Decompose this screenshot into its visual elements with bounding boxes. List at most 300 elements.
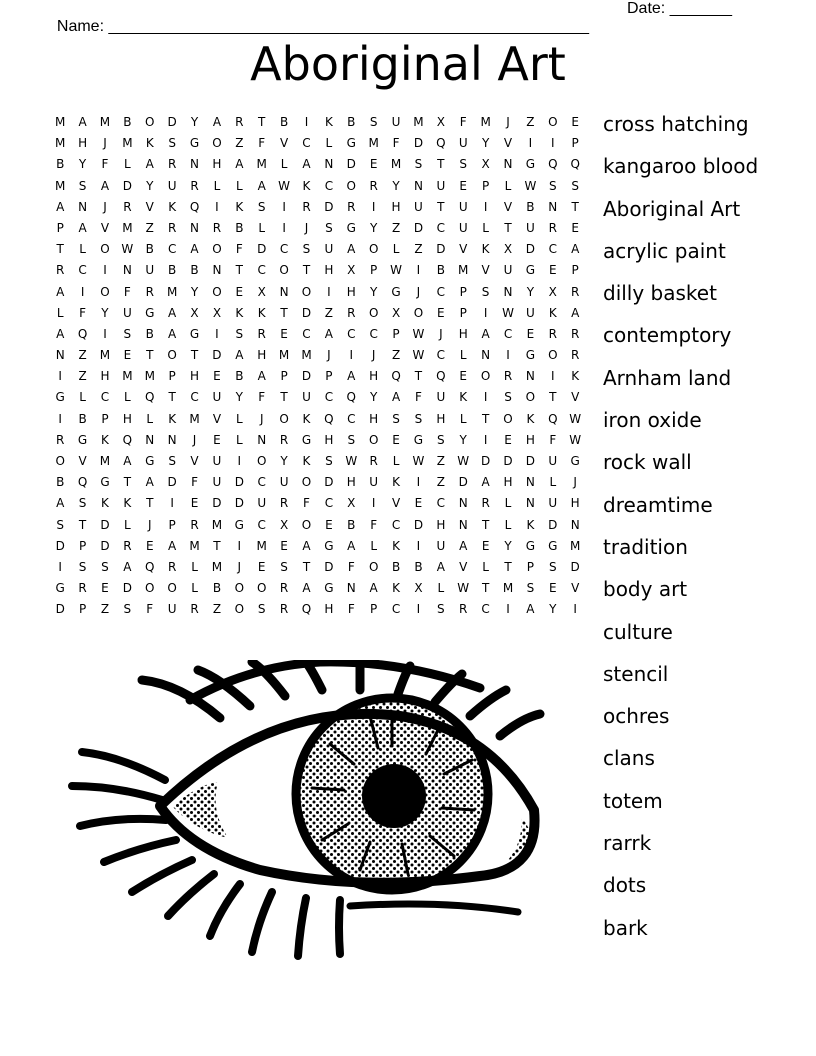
grid-letter: D (301, 305, 312, 320)
grid-letter: R (571, 284, 580, 299)
grid-letter: Q (346, 390, 356, 405)
grid-letter: V (100, 220, 110, 235)
grid-letter: G (525, 263, 536, 278)
grid-letter: S (280, 559, 288, 574)
grid-letter: G (145, 454, 155, 468)
word-list-item: ochres (603, 704, 670, 729)
grid-letter: Q (77, 475, 88, 490)
grid-letter: U (458, 199, 468, 214)
grid-letter: P (526, 559, 535, 574)
grid-letter: A (123, 559, 132, 574)
grid-letter: A (257, 178, 266, 193)
grid-letter: K (101, 496, 109, 511)
grid-letter: Z (78, 369, 87, 384)
grid-letter: C (347, 326, 356, 341)
grid-letter: K (257, 305, 266, 320)
grid-letter: A (168, 326, 177, 341)
grid-letter: O (368, 432, 379, 447)
grid-letter: A (347, 242, 356, 257)
word-list-item: acrylic paint (603, 238, 726, 263)
grid-letter: Q (145, 390, 155, 405)
grid-letter: A (235, 157, 244, 172)
grid-letter: S (459, 157, 468, 172)
grid-letter: G (525, 348, 536, 363)
grid-letter: Z (526, 115, 535, 129)
grid-letter: X (481, 157, 490, 172)
grid-letter: S (101, 559, 109, 574)
grid-letter: M (189, 538, 200, 553)
grid-letter: A (190, 242, 199, 257)
grid-letter: N (324, 157, 334, 172)
grid-letter: N (190, 220, 200, 235)
grid-letter: M (413, 115, 424, 129)
grid-letter: E (548, 581, 557, 596)
grid-letter: I (483, 390, 488, 405)
grid-letter: I (103, 326, 107, 341)
grid-letter: D (570, 559, 580, 574)
grid-letter: E (481, 538, 490, 553)
grid-letter: V (145, 199, 154, 214)
grid-letter: D (234, 496, 244, 511)
grid-letter: D (122, 581, 132, 596)
grid-letter: Y (459, 432, 467, 447)
grid-letter: J (506, 115, 510, 129)
grid-letter: V (571, 390, 580, 405)
grid-letter: H (369, 411, 379, 426)
grid-letter: R (459, 602, 468, 617)
grid-letter: C (347, 411, 356, 426)
grid-letter: R (279, 602, 289, 617)
word-list-item: totem (603, 788, 663, 813)
grid-letter: S (369, 115, 378, 129)
grid-letter: U (324, 242, 334, 257)
grid-letter: M (458, 263, 469, 278)
grid-letter: T (190, 348, 199, 363)
grid-letter: U (526, 220, 535, 235)
grid-letter: U (458, 220, 468, 235)
grid-letter: J (304, 220, 309, 235)
grid-letter: L (191, 581, 198, 596)
grid-letter: T (235, 263, 243, 278)
grid-letter: D (122, 178, 132, 193)
grid-letter: S (481, 284, 490, 299)
grid-letter: K (481, 242, 490, 257)
grid-letter: E (459, 369, 468, 384)
grid-letter: C (324, 496, 334, 511)
word-list-item: rock wall (603, 450, 692, 475)
grid-letter: C (78, 263, 87, 278)
grid-letter: L (235, 432, 243, 447)
grid-letter: Y (549, 602, 557, 617)
grid-letter: Q (145, 559, 155, 574)
grid-letter: H (346, 284, 356, 299)
grid-letter: K (145, 136, 154, 151)
grid-letter: I (506, 348, 510, 363)
grid-letter: A (168, 538, 177, 553)
word-list-item: tradition (603, 534, 688, 559)
grid-letter: J (416, 284, 421, 299)
grid-letter: O (279, 411, 289, 426)
grid-letter: J (237, 559, 242, 574)
grid-letter: M (480, 115, 491, 129)
grid-letter: U (548, 454, 558, 468)
grid-letter: C (324, 390, 334, 405)
grid-letter: Z (391, 348, 401, 363)
grid-letter: F (258, 390, 266, 405)
grid-letter: C (257, 263, 266, 278)
grid-letter: J (371, 348, 376, 363)
grid-letter: P (56, 220, 64, 235)
grid-letter: O (256, 581, 267, 596)
grid-letter: I (215, 326, 219, 341)
grid-letter: G (77, 432, 88, 447)
grid-letter: D (458, 475, 468, 490)
grid-letter: B (56, 475, 65, 490)
grid-letter: C (279, 242, 289, 257)
grid-letter: P (78, 602, 87, 617)
grid-letter: A (481, 326, 490, 341)
grid-letter: C (436, 496, 446, 511)
grid-letter: E (571, 220, 579, 235)
grid-letter: S (504, 390, 512, 405)
grid-letter: Q (391, 369, 401, 384)
grid-letter: X (257, 284, 266, 299)
grid-letter: Z (414, 242, 423, 257)
grid-letter: F (347, 602, 355, 617)
grid-letter: I (573, 602, 577, 617)
grid-letter: P (78, 538, 87, 553)
grid-letter: J (103, 199, 107, 214)
grid-letter: K (459, 390, 468, 405)
grid-letter: T (168, 390, 176, 405)
word-list-item: cross hatching (603, 112, 749, 136)
grid-letter: C (391, 517, 401, 532)
grid-letter: A (347, 538, 356, 553)
lower-lid-line (350, 904, 518, 912)
grid-letter: C (167, 242, 177, 257)
grid-letter: H (525, 432, 535, 447)
grid-letter: S (414, 411, 423, 426)
grid-letter: Z (145, 220, 154, 235)
grid-letter: E (325, 517, 333, 532)
grid-letter: Z (436, 475, 445, 490)
grid-letter: Z (78, 348, 87, 363)
grid-letter: Y (146, 178, 154, 193)
grid-letter: E (504, 432, 512, 447)
grid-letter: V (481, 263, 490, 278)
grid-letter: G (189, 326, 200, 341)
grid-letter: K (168, 411, 177, 426)
grid-letter: P (571, 136, 579, 151)
grid-letter: T (146, 348, 154, 363)
grid-letter: D (346, 157, 356, 172)
grid-letter: L (437, 581, 445, 596)
grid-letter: Q (301, 602, 312, 617)
grid-letter: G (145, 305, 155, 320)
grid-letter: R (167, 157, 177, 172)
grid-letter: K (324, 115, 333, 129)
grid-letter: W (412, 348, 425, 363)
grid-letter: U (503, 263, 513, 278)
grid-letter: L (213, 178, 221, 193)
grid-letter: F (146, 602, 154, 617)
grid-letter: I (371, 199, 376, 214)
grid-letter: W (121, 242, 134, 257)
grid-letter: Y (190, 115, 199, 129)
grid-letter: V (279, 136, 289, 151)
grid-letter: W (390, 263, 402, 278)
pupil (362, 764, 426, 828)
grid-letter: O (100, 284, 110, 299)
grid-letter: E (101, 581, 109, 596)
grid-letter: S (56, 517, 64, 532)
grid-letter: N (548, 199, 558, 214)
grid-letter: Q (436, 136, 446, 151)
grid-letter: R (347, 199, 356, 214)
grid-letter: C (436, 348, 446, 363)
grid-letter: L (504, 178, 512, 193)
grid-letter: B (212, 581, 222, 596)
grid-letter: E (145, 538, 154, 553)
grid-letter: P (168, 369, 176, 384)
grid-letter: E (280, 326, 288, 341)
grid-letter: L (482, 559, 489, 574)
grid-letter: I (551, 369, 555, 384)
grid-letter: D (413, 136, 424, 151)
grid-letter: P (459, 284, 467, 299)
grid-letter: D (234, 475, 244, 490)
grid-letter: F (303, 496, 310, 511)
grid-letter: I (528, 136, 533, 151)
grid-letter: Y (369, 220, 378, 235)
grid-letter: O (548, 115, 558, 129)
grid-letter: S (168, 136, 176, 151)
grid-letter: M (390, 157, 402, 172)
grid-letter: F (414, 390, 422, 405)
grid-letter: K (392, 581, 400, 596)
grid-letter: A (347, 369, 356, 384)
grid-letter: W (412, 454, 425, 468)
grid-letter: H (503, 475, 513, 490)
grid-letter: H (324, 432, 334, 447)
grid-letter: K (392, 538, 400, 553)
grid-letter: U (414, 199, 423, 214)
grid-letter: S (437, 602, 445, 617)
grid-letter: C (391, 602, 401, 617)
grid-letter: N (346, 581, 356, 596)
grid-letter: O (368, 305, 379, 320)
grid-letter: B (526, 199, 535, 214)
grid-letter: L (124, 157, 131, 172)
grid-letter: P (101, 411, 109, 426)
grid-letter: K (392, 475, 400, 490)
grid-letter: R (503, 369, 513, 384)
grid-letter: S (571, 178, 579, 193)
grid-letter: O (167, 348, 177, 363)
grid-letter: I (58, 559, 62, 574)
grid-letter: P (325, 369, 333, 384)
grid-letter: Y (481, 136, 490, 151)
grid-letter: U (548, 496, 558, 511)
grid-letter: L (146, 411, 154, 426)
grid-letter: X (548, 284, 557, 299)
grid-letter: M (256, 157, 267, 172)
grid-letter: V (391, 496, 401, 511)
grid-letter: G (234, 517, 244, 532)
grid-letter: P (571, 263, 579, 278)
grid-letter: G (301, 432, 312, 447)
word-list-item: culture (603, 619, 673, 644)
grid-letter: M (99, 115, 111, 129)
grid-letter: R (571, 326, 580, 341)
grid-letter: Z (100, 602, 110, 617)
grid-letter: R (167, 220, 177, 235)
grid-letter: M (502, 581, 514, 596)
grid-letter: O (212, 136, 222, 151)
grid-letter: D (55, 538, 65, 553)
grid-letter: A (571, 242, 580, 257)
grid-letter: G (525, 538, 536, 553)
grid-letter: B (123, 115, 132, 129)
grid-letter: K (526, 517, 535, 532)
grid-letter: A (212, 115, 222, 129)
grid-letter: E (190, 496, 199, 511)
grid-letter: Y (280, 454, 288, 468)
grid-letter: R (190, 602, 199, 617)
grid-letter: K (168, 199, 177, 214)
grid-letter: U (369, 475, 379, 490)
grid-letter: L (191, 559, 198, 574)
grid-letter: I (416, 263, 421, 278)
grid-letter: M (122, 136, 133, 151)
grid-letter: Q (77, 326, 88, 341)
grid-letter: S (168, 454, 176, 468)
grid-letter: K (526, 411, 535, 426)
grid-letter: S (325, 220, 333, 235)
grid-letter: E (369, 157, 378, 172)
grid-letter: N (458, 517, 468, 532)
grid-letter: H (570, 496, 580, 511)
grid-letter: U (436, 538, 446, 553)
grid-letter: Y (101, 305, 109, 320)
grid-letter: J (439, 326, 443, 341)
grid-letter: N (190, 157, 200, 172)
word-list-item: dilly basket (603, 281, 717, 306)
grid-letter: I (282, 220, 286, 235)
grid-letter: C (190, 390, 199, 405)
grid-letter: S (235, 326, 244, 341)
grid-letter: A (235, 348, 244, 363)
grid-letter: A (78, 220, 87, 235)
grid-letter: F (79, 305, 87, 320)
grid-letter: I (506, 602, 510, 617)
grid-letter: L (258, 220, 266, 235)
grid-letter: W (569, 432, 582, 447)
grid-letter: E (459, 178, 468, 193)
grid-letter: T (123, 475, 132, 490)
grid-letter: K (302, 178, 311, 193)
grid-letter: Q (324, 411, 334, 426)
grid-letter: S (123, 326, 132, 341)
grid-letter: R (123, 538, 132, 553)
grid-letter: L (459, 348, 467, 363)
grid-letter: G (391, 284, 401, 299)
grid-letter: M (144, 369, 155, 384)
grid-letter: B (436, 263, 445, 278)
grid-letter: O (368, 559, 379, 574)
grid-letter: G (100, 475, 110, 490)
grid-letter: U (526, 305, 535, 320)
grid-letter: U (167, 178, 177, 193)
grid-letter: R (56, 263, 65, 278)
grid-letter: A (302, 538, 311, 553)
grid-letter: B (145, 242, 154, 257)
grid-letter: B (347, 517, 356, 532)
word-list (603, 110, 758, 956)
grid-letter: D (324, 559, 334, 574)
grid-letter: U (212, 390, 222, 405)
grid-letter: A (571, 305, 580, 320)
grid-letter: T (280, 305, 288, 320)
grid-letter: Y (369, 390, 378, 405)
grid-letter: I (483, 305, 488, 320)
grid-letter: C (302, 326, 311, 341)
grid-letter: Y (369, 284, 378, 299)
grid-letter: H (257, 348, 267, 363)
grid-letter: C (302, 136, 311, 151)
grid-letter: E (392, 432, 400, 447)
grid-letter: F (370, 517, 378, 532)
grid-letter: T (504, 559, 512, 574)
grid-letter: K (302, 454, 311, 468)
name-field: Name: ______________________________________________________ (56, 18, 589, 35)
grid-letter: S (548, 178, 557, 193)
grid-letter: M (99, 348, 111, 363)
grid-letter: H (78, 136, 88, 151)
grid-letter: A (56, 496, 65, 511)
grid-letter: N (122, 263, 132, 278)
grid-letter: B (235, 369, 244, 384)
grid-letter: F (101, 157, 109, 172)
grid-letter: L (280, 157, 288, 172)
grid-letter: J (192, 432, 197, 447)
grid-letter: R (548, 220, 557, 235)
grid-letter: X (414, 581, 423, 596)
grid-letter: R (257, 326, 266, 341)
grid-letter: U (212, 454, 222, 468)
grid-letter: R (235, 115, 244, 129)
word-list-item: iron oxide (603, 408, 702, 433)
grid-letter: R (369, 454, 378, 468)
grid-letter: O (548, 348, 558, 363)
grid-letter: U (458, 136, 468, 151)
grid-letter: S (325, 454, 333, 468)
grid-letter: C (548, 242, 557, 257)
grid-letter: B (168, 263, 177, 278)
grid-letter: O (368, 242, 379, 257)
grid-letter: F (258, 136, 266, 151)
grid-letter: U (436, 178, 446, 193)
grid-letter: R (279, 581, 289, 596)
grid-letter: Z (436, 454, 445, 468)
grid-letter: I (282, 199, 286, 214)
grid-letter: L (482, 220, 489, 235)
grid-letter: L (79, 242, 86, 257)
grid-letter: Z (212, 602, 222, 617)
grid-letter: V (78, 454, 87, 468)
grid-letter: X (436, 115, 445, 129)
grid-letter: U (145, 263, 155, 278)
